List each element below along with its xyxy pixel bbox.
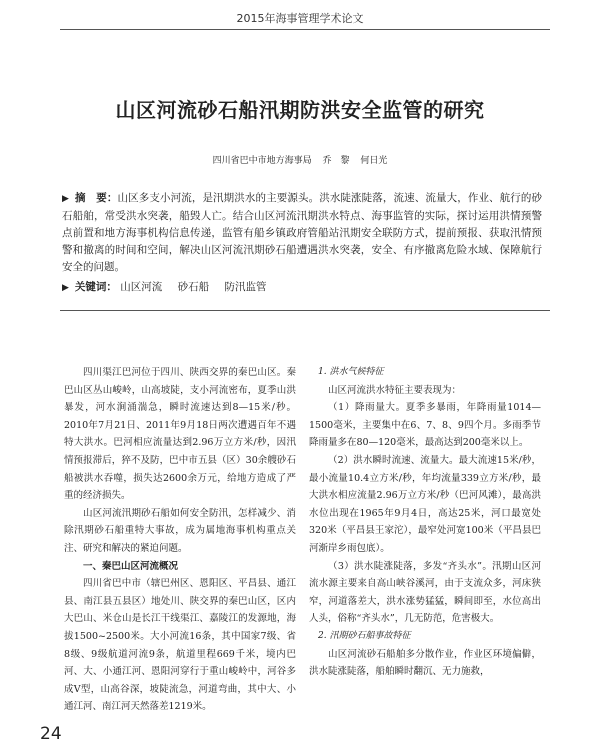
paragraph: 山区河流砂石船舶多分散作业，作业区环境偏僻，洪水陡涨陡落，船舶瞬时翻沉、无力施救，	[309, 648, 541, 678]
paragraph: （3）洪水陡涨陡落，多发“齐头水”。汛期山区河流水源主要来自高山峡谷溪河，由于支流众多，河床狭窄，河道落差大，洪水涨势猛猛，瞬间即至，水位高出人头，俗称“齐头水”，几无防范，危害极大。	[309, 560, 541, 625]
triangle-bullet-icon: ▶	[62, 283, 69, 293]
keyword: 山区河流	[120, 281, 163, 293]
triangle-bullet-icon: ▶	[62, 194, 70, 204]
author-line	[0, 153, 600, 166]
section-heading: 一、秦巴山区河流概况	[83, 560, 179, 572]
paragraph: 四川省巴中市（辖巴州区、恩阳区、平昌县、通江县、南江县五县区）地处川、陕交界的秦巴山区，区内大巴山、米仓山是长江干线渠江、嘉陵江的发源地，海拔1500~2500米。大小河流16条，其中国家7级、省8级、9级航道河流9条，航道里程669千米，境内巴河、大、小通江河、恩阳河穿行于重山峻岭中，河谷多成V型，山高谷深，坡陡流急，河道弯曲，其中大、小通江河、南江河天然落差1219米。	[64, 578, 296, 713]
keyword: 防汛监管	[224, 281, 267, 293]
author-name: 乔 黎	[322, 156, 350, 166]
paragraph: 山区河流汛期砂石船如何安全防汛，怎样减少、消除汛期砂石船重特大事故，成为属地海事机构重点关注、研究和解决的紧迫问题。	[64, 507, 296, 554]
subsection-heading: 2. 汛期砂石船事故特征	[318, 630, 411, 641]
affiliation: 四川省巴中市地方海事局	[212, 156, 312, 166]
left-column	[64, 364, 296, 716]
paragraph: 山区河流洪水特征主要表现为：	[328, 384, 462, 396]
paragraph: （1）降雨量大。夏季多暴雨，年降雨量1014—1500毫米，主要集中在6、7、8、9四个月。多雨季节降雨量多在80—120毫米，最高达到200毫米以上。	[309, 402, 541, 449]
abstract-rule	[60, 310, 550, 311]
header-rule	[60, 29, 550, 30]
abstract-text: 山区多支小河流，是汛期洪水的主要源头。洪水陡涨陡落，流速、流量大，作业、航行的砂石船舶，常受洪水突袭，船毁人亡。结合山区河流汛期洪水特点、海事监管的实际，探讨运用洪情预警点前置和地方海事机构信息传递，监管有船乡镇政府管船站汛期安全联防方式，提前预报、获取汛情预警和撤离的时间和空间，解决山区河流汛期砂石船遭遇洪水突袭，安全、有序撤离危险水域、保障航行安全的问题。	[62, 192, 543, 273]
subsection-heading: 1. 洪水气候特征	[318, 367, 384, 377]
author-name: 何日光	[360, 156, 388, 166]
paragraph: （2）洪水瞬时流速、流量大。最大流速15米/秒，最小流量10.4立方米/秒，年均流量339立方米/秒，最大洪水相应流量2.96万立方米/秒（巴河风滩），最高洪水位出现在1965年9月4日，高达25米，河口最宽处320米（平昌县王家沱），最窄处河宽100米（平昌县巴河渐岸乡雨包底）。	[309, 454, 541, 554]
keywords-label: 关键词：	[74, 281, 117, 293]
running-header: 2015年海事管理学术论文	[236, 12, 364, 25]
keywords	[62, 279, 542, 294]
abstract-label: 摘 要：	[75, 192, 118, 204]
right-column	[309, 364, 541, 681]
keyword: 砂石船	[177, 281, 210, 293]
abstract	[62, 190, 542, 276]
page-number: 24	[40, 724, 62, 744]
paragraph: 四川渠江巴河位于四川、陕西交界的秦巴山区。秦巴山区丛山峻岭，山高坡陡，支小河流密布，夏季山洪暴发，河水涧涌湍急，瞬时流速达到8—15米/秒。2010年7月21日、2011年9月18日两次遭遇百年不遇特大洪水。巴河相应流量达到2.96万立方米/秒，因汛情预报滞后，猝不及防，巴中市五县（区）30余艘砂石船被洪水吞噬，损失达2600余万元，给地方造成了严重的经济损失。	[64, 367, 296, 502]
article-title: 山区河流砂石船汛期防洪安全监管的研究	[115, 98, 485, 122]
